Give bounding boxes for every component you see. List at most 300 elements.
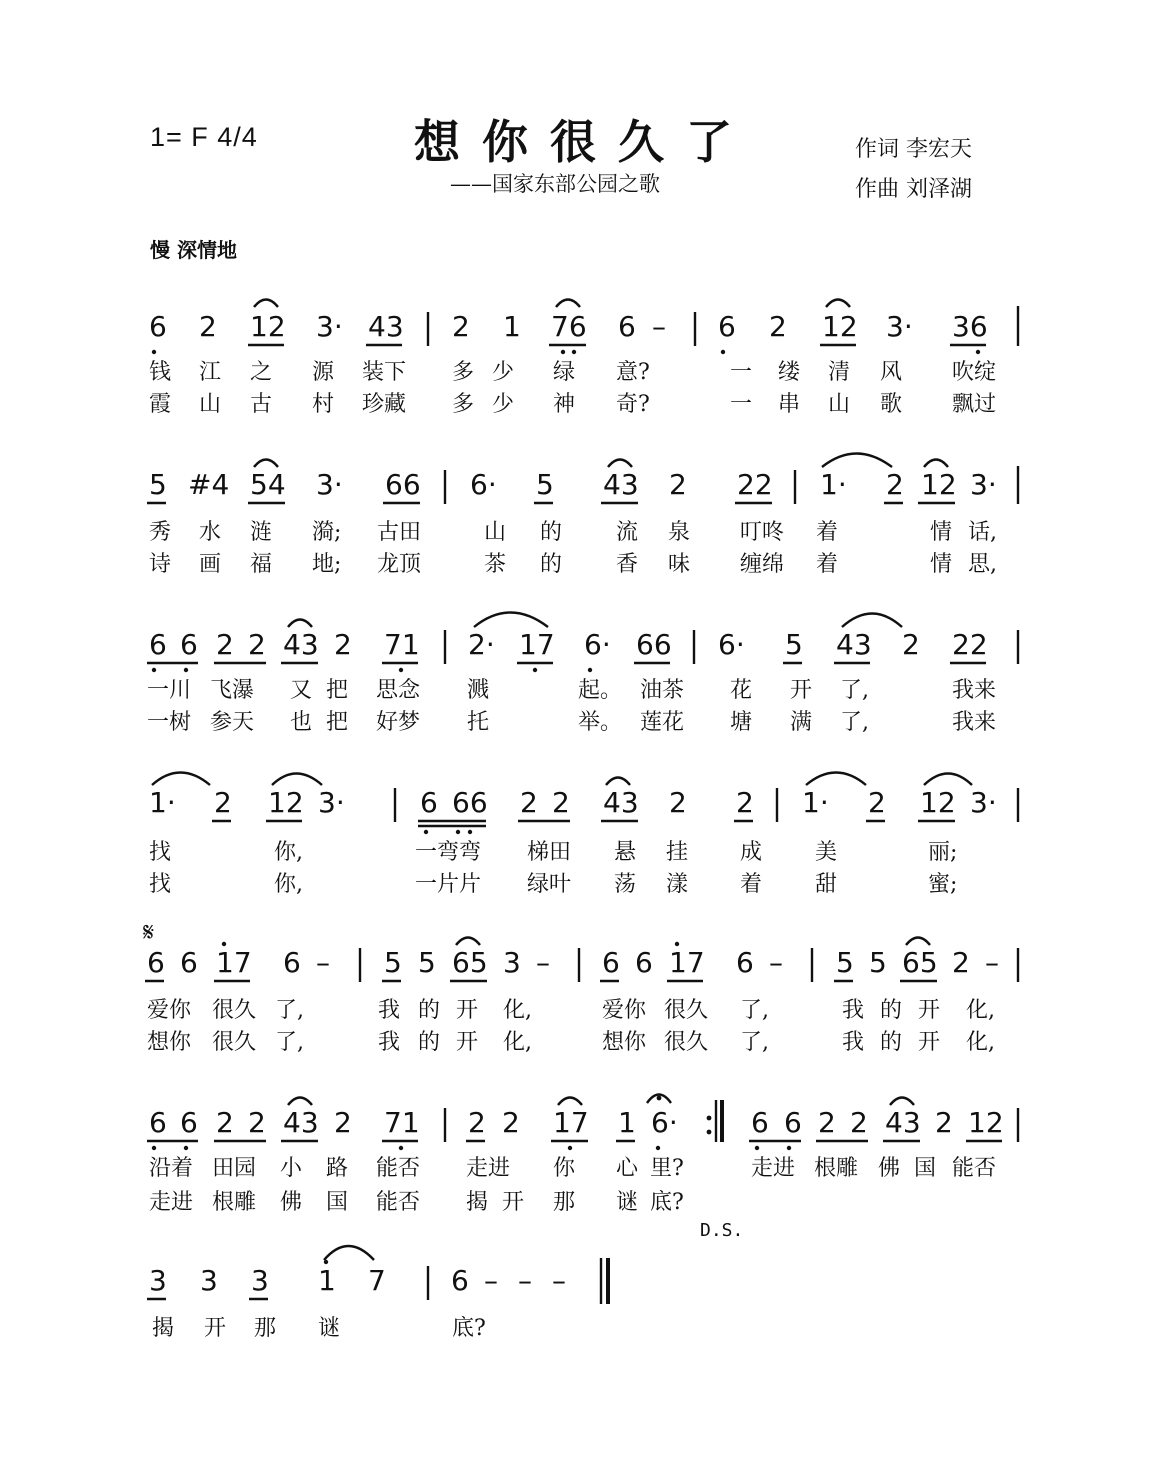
lyric: 那 [254, 1316, 277, 1341]
lyric: 一 [730, 360, 753, 385]
lyric: 甜 [815, 872, 838, 897]
lyric: 化, [503, 1030, 532, 1055]
note: 2 [850, 1106, 868, 1139]
low-octave-dot [152, 1146, 156, 1150]
lyric: 国 [326, 1190, 349, 1215]
tie-arc [608, 460, 632, 468]
lyric: 思, [968, 552, 997, 577]
note: 1· [149, 786, 176, 819]
lyric: 根雕 [212, 1190, 257, 1215]
note: 2 [334, 628, 352, 661]
low-octave-dot [721, 350, 725, 354]
lyric: 你, [274, 840, 303, 865]
lyric: 根雕 [814, 1156, 859, 1181]
lyric: 悬 [614, 840, 637, 865]
lyric: 塘 [730, 710, 753, 735]
ds-marking: D.S. [700, 1220, 744, 1241]
slur [924, 774, 972, 786]
note: 5 [785, 628, 803, 661]
lyric: 很久 [212, 1030, 257, 1055]
lyric: 古 [250, 392, 273, 417]
lyric: 着 [740, 872, 763, 897]
lyric: 吹绽 [952, 360, 997, 385]
lyric: 一川 [147, 678, 192, 703]
low-octave-dot [184, 1146, 188, 1150]
low-octave-dot [787, 1146, 791, 1150]
note: 1 [503, 310, 521, 343]
note: 6 [180, 628, 198, 661]
lyric: 爱你 [147, 998, 192, 1023]
lyricist-credit: 作词 李宏天 [855, 137, 972, 162]
lyric: 画 [199, 552, 222, 577]
lyric: 泉 [668, 520, 691, 545]
note: 1 [618, 1106, 636, 1139]
lyric: 的 [418, 998, 441, 1023]
low-octave-dot [561, 350, 565, 354]
note: 6 [147, 946, 165, 979]
note: 65 [452, 946, 488, 979]
lyric: 歌 [880, 392, 903, 417]
low-octave-dot [976, 350, 980, 354]
lyric: 村 [312, 392, 335, 417]
lyric: 钱 [149, 360, 172, 385]
fermata-dot [657, 1096, 662, 1101]
low-octave-dot [568, 1146, 572, 1150]
note: 71 [384, 1106, 420, 1139]
lyric: 开 [918, 998, 941, 1023]
low-octave-dot [399, 668, 403, 672]
lyric: 开 [790, 678, 813, 703]
tie-arc [890, 1098, 914, 1106]
note: 36 [952, 310, 988, 343]
note: 2 [769, 310, 787, 343]
lyric: 流 [616, 520, 639, 545]
lyric: 心 [616, 1156, 639, 1181]
lyric: 也 [290, 710, 313, 735]
note: 6 [451, 1264, 469, 1297]
lyric: 国 [914, 1156, 937, 1181]
lyric: 谜 [318, 1316, 341, 1341]
note: 5 [418, 946, 436, 979]
note: 22 [952, 628, 988, 661]
lyric: 一树 [147, 710, 192, 735]
lyric: 的 [540, 552, 563, 577]
note: 2 [214, 786, 232, 819]
lyric: 缕 [778, 360, 801, 385]
lyric: 想你 [602, 1030, 647, 1055]
note: 17 [553, 1106, 589, 1139]
lyric: 花 [730, 678, 753, 703]
note: 12 [921, 468, 957, 501]
lyric: 风 [880, 360, 903, 385]
lyric: 绿 [553, 360, 576, 385]
song-title: 想你很久了 [414, 115, 754, 169]
lyric: 走进 [466, 1156, 511, 1181]
lyric: 你 [553, 1156, 576, 1181]
lyric: 找 [149, 840, 172, 865]
lyric: 思念 [376, 678, 421, 703]
note: 6 [149, 628, 167, 661]
lyric: 香 [616, 552, 639, 577]
lyric: 着 [816, 552, 839, 577]
lyric: 佛 [878, 1156, 901, 1181]
slur [806, 773, 866, 786]
note: 7 [368, 1264, 386, 1297]
repeat-dot [707, 1116, 712, 1121]
note: 65 [902, 946, 938, 979]
note: 17 [669, 946, 705, 979]
low-octave-dot [424, 830, 428, 834]
lyric: 好梦 [376, 710, 421, 735]
note: 2 [468, 1106, 486, 1139]
lyric: 一片片 [415, 872, 482, 897]
note: 3 [251, 1264, 269, 1297]
lyric: 的 [880, 1030, 903, 1055]
note: 6 [180, 946, 198, 979]
lyric: 神 [553, 392, 576, 417]
lyric: 里? [650, 1156, 684, 1181]
note: 12 [822, 310, 858, 343]
lyric: 了, [740, 998, 769, 1023]
lyric: 绿叶 [527, 872, 572, 897]
note: 2 [199, 310, 217, 343]
lyric: 成 [740, 840, 763, 865]
lyric: 我 [378, 998, 401, 1023]
note-dash: – [536, 946, 550, 979]
note-dash: – [518, 1264, 532, 1297]
composer-credit: 作曲 刘泽湖 [855, 177, 972, 202]
lyric: 能否 [376, 1190, 421, 1215]
lyric: 开 [502, 1190, 525, 1215]
lyric: 揭 [152, 1316, 175, 1341]
lyric: 能否 [376, 1156, 421, 1181]
note: 2 [935, 1106, 953, 1139]
lyric: 我来 [952, 710, 997, 735]
lyric: 想你 [147, 1030, 192, 1055]
lyric: 丽; [928, 840, 958, 865]
note: 2· [468, 628, 495, 661]
lyric: 揭 [466, 1190, 489, 1215]
low-octave-dot [468, 830, 472, 834]
note-dash: – [552, 1264, 566, 1297]
lyric: 龙顶 [377, 552, 422, 577]
note: 2 [952, 946, 970, 979]
note: 3· [316, 310, 343, 343]
lyric: 我来 [952, 678, 997, 703]
low-octave-dot [588, 668, 592, 672]
lyric: 了, [275, 1030, 304, 1055]
note: 1 [318, 1264, 336, 1297]
note: 2 [552, 786, 570, 819]
lyric: 山 [199, 392, 222, 417]
lyric: 开 [456, 1030, 479, 1055]
note: 1· [802, 786, 829, 819]
low-octave-dot [533, 668, 537, 672]
note: 6 [602, 946, 620, 979]
lyric: 古田 [377, 520, 422, 545]
note-dash: – [985, 946, 999, 979]
lyric: 满 [790, 710, 813, 735]
note: 2 [902, 628, 920, 661]
note: 54 [250, 468, 286, 501]
lyric: 之 [250, 360, 273, 385]
lyric: 找 [149, 872, 172, 897]
note: 2 [886, 468, 904, 501]
lyric: 很久 [664, 998, 709, 1023]
lyric: 着 [816, 520, 839, 545]
repeat-dot [707, 1130, 712, 1135]
note: 3· [970, 468, 997, 501]
slur [474, 613, 548, 628]
tie-arc [606, 778, 630, 786]
note: 43 [885, 1106, 921, 1139]
lyric: 叮咚 [740, 520, 785, 545]
note: 43 [368, 310, 404, 343]
lyric: 秀 [149, 520, 172, 545]
lyric: 梯田 [527, 840, 572, 865]
lyric: 蜜; [928, 872, 958, 897]
note: 22 [737, 468, 773, 501]
lyric: 了, [840, 710, 869, 735]
note: 2 [248, 628, 266, 661]
lyric: 走进 [751, 1156, 796, 1181]
lyric: 化, [966, 998, 995, 1023]
note: 43 [283, 628, 319, 661]
lyric: 把 [326, 710, 349, 735]
note: 12 [250, 310, 286, 343]
lyric: 串 [778, 392, 801, 417]
lyric: 又 [290, 678, 313, 703]
note: 71 [384, 628, 420, 661]
lyric: 装下 [362, 360, 407, 385]
note: 6 [283, 946, 301, 979]
lyric: 溅 [467, 678, 490, 703]
note: 2 [736, 786, 754, 819]
note: 6 [180, 1106, 198, 1139]
note: 3 [503, 946, 521, 979]
note: 6 [149, 310, 167, 343]
lyric: 少 [492, 392, 515, 417]
note: 76 [551, 310, 587, 343]
lyric: 化, [503, 998, 532, 1023]
tie-arc [288, 1098, 312, 1106]
lyric: 福 [250, 552, 273, 577]
lyric: 了, [740, 1030, 769, 1055]
low-octave-dot [456, 830, 460, 834]
note: 43 [836, 628, 872, 661]
lyric: 一弯弯 [415, 840, 482, 865]
note-dash: – [652, 310, 666, 343]
key-signature: 1= F 4/4 [150, 122, 258, 152]
tie-arc [288, 620, 312, 628]
lyric: 很久 [212, 998, 257, 1023]
lyric: 话, [968, 520, 997, 545]
note: 5 [869, 946, 887, 979]
lyric: 我 [378, 1030, 401, 1055]
note-dash: – [769, 946, 783, 979]
note: 3 [200, 1264, 218, 1297]
lyric: 化, [966, 1030, 995, 1055]
lyric: 了, [840, 678, 869, 703]
note: 66 [385, 468, 421, 501]
note-dash: – [484, 1264, 498, 1297]
note: 6 [635, 946, 653, 979]
note: 5 [149, 468, 167, 501]
lyric: 路 [326, 1156, 349, 1181]
lyric: 我 [842, 1030, 865, 1055]
low-octave-dot [152, 668, 156, 672]
lyric: 茶 [484, 552, 507, 577]
note: 6 [751, 1106, 769, 1139]
note: 5 [536, 468, 554, 501]
lyric: 美 [815, 840, 838, 865]
lyric: 的 [880, 998, 903, 1023]
fermata-arc [647, 1095, 671, 1104]
note-dash: – [316, 946, 330, 979]
note: 2 [248, 1106, 266, 1139]
lyric: 托 [467, 710, 490, 735]
lyric: 山 [484, 520, 507, 545]
low-octave-dot [399, 1146, 403, 1150]
lyric: 把 [326, 678, 349, 703]
note: 3 [149, 1264, 167, 1297]
lyric: 田园 [212, 1156, 257, 1181]
note: 17 [216, 946, 252, 979]
slur [324, 1246, 374, 1260]
note: 6· [718, 628, 745, 661]
note: 17 [519, 628, 555, 661]
note: 6 [420, 786, 438, 819]
note: 3· [886, 310, 913, 343]
tie-arc [456, 938, 480, 946]
lyric: 能否 [952, 1156, 997, 1181]
low-octave-dot [152, 350, 156, 354]
tie-arc [924, 460, 948, 468]
lyric: 多 [452, 360, 475, 385]
tempo-marking: 慢 深情地 [150, 238, 237, 262]
lyric: 珍藏 [362, 392, 407, 417]
lyric: 意? [616, 360, 650, 385]
note: 2 [818, 1106, 836, 1139]
lyric: 你, [274, 872, 303, 897]
note: 12 [920, 786, 956, 819]
slur [272, 774, 322, 786]
lyric: 奇? [616, 392, 650, 417]
note: 6· [470, 468, 497, 501]
lyric: 底? [452, 1316, 486, 1341]
tie-arc [906, 938, 930, 946]
note: 12 [968, 1106, 1004, 1139]
note: 2 [868, 786, 886, 819]
lyric: 情 [930, 520, 953, 545]
lyric: 水 [199, 520, 222, 545]
note: 3· [316, 468, 343, 501]
low-octave-dot [656, 1146, 660, 1150]
lyric: 挂 [666, 840, 689, 865]
low-octave-dot [184, 668, 188, 672]
tie-arc [826, 300, 850, 308]
lyric: 爱你 [602, 998, 647, 1023]
segno-sign: 𝄋 [143, 918, 155, 948]
lyric: 味 [668, 552, 691, 577]
note: 6· [584, 628, 611, 661]
tie-arc [254, 300, 278, 308]
slur [822, 454, 892, 468]
tie-arc [556, 300, 580, 308]
note: 12 [268, 786, 304, 819]
slur [152, 773, 210, 786]
lyric: 了, [275, 998, 304, 1023]
lyric: 缠绵 [740, 552, 785, 577]
lyric: 霞 [149, 392, 172, 417]
lyric: 的 [418, 1030, 441, 1055]
lyric: 山 [828, 392, 851, 417]
note: 2 [502, 1106, 520, 1139]
lyric: 开 [918, 1030, 941, 1055]
note: 3· [970, 786, 997, 819]
lyric: 源 [312, 360, 335, 385]
low-octave-dot [755, 1146, 759, 1150]
lyric: 很久 [664, 1030, 709, 1055]
lyric: 飞瀑 [210, 678, 255, 703]
note: 6 [784, 1106, 802, 1139]
lyric: 油茶 [640, 678, 685, 703]
lyric: 多 [452, 392, 475, 417]
lyric: 荡 [614, 872, 637, 897]
lyric: 起。 [578, 678, 623, 703]
note: 6 [618, 310, 636, 343]
note: 6· [651, 1106, 678, 1139]
note: 6 [736, 946, 754, 979]
lyric: 走进 [149, 1190, 194, 1215]
lyric: 一 [730, 392, 753, 417]
note: 3· [318, 786, 345, 819]
note: 2 [216, 628, 234, 661]
lyric: 地; [312, 552, 342, 577]
lyric: 我 [842, 998, 865, 1023]
lyric: 涟 [250, 520, 273, 545]
lyric: 清 [828, 360, 851, 385]
note: 1· [820, 468, 847, 501]
note: 43 [603, 786, 639, 819]
note: 2 [520, 786, 538, 819]
note-sharp: #4 [188, 468, 230, 501]
note: 66 [636, 628, 672, 661]
lyric: 飘过 [952, 392, 997, 417]
lyric: 漪; [312, 520, 342, 545]
tie-arc [558, 1098, 582, 1106]
lyric: 诗 [149, 552, 172, 577]
lyric: 情 [930, 552, 953, 577]
lyric: 谜 [616, 1190, 639, 1215]
lyric: 的 [540, 520, 563, 545]
lyric: 漾 [666, 872, 689, 897]
note: 66 [452, 786, 488, 819]
note: 5 [384, 946, 402, 979]
lyric: 底? [650, 1190, 684, 1215]
lyric: 开 [456, 998, 479, 1023]
lyric: 沿着 [149, 1156, 194, 1181]
low-octave-dot [572, 350, 576, 354]
lyric: 开 [204, 1316, 227, 1341]
lyric: 举。 [578, 710, 623, 735]
note: 43 [603, 468, 639, 501]
lyric: 少 [492, 360, 515, 385]
song-subtitle: ——国家东部公园之歌 [450, 172, 660, 196]
lyric: 佛 [280, 1190, 303, 1215]
note: 2 [452, 310, 470, 343]
lyric: 参天 [210, 710, 255, 735]
